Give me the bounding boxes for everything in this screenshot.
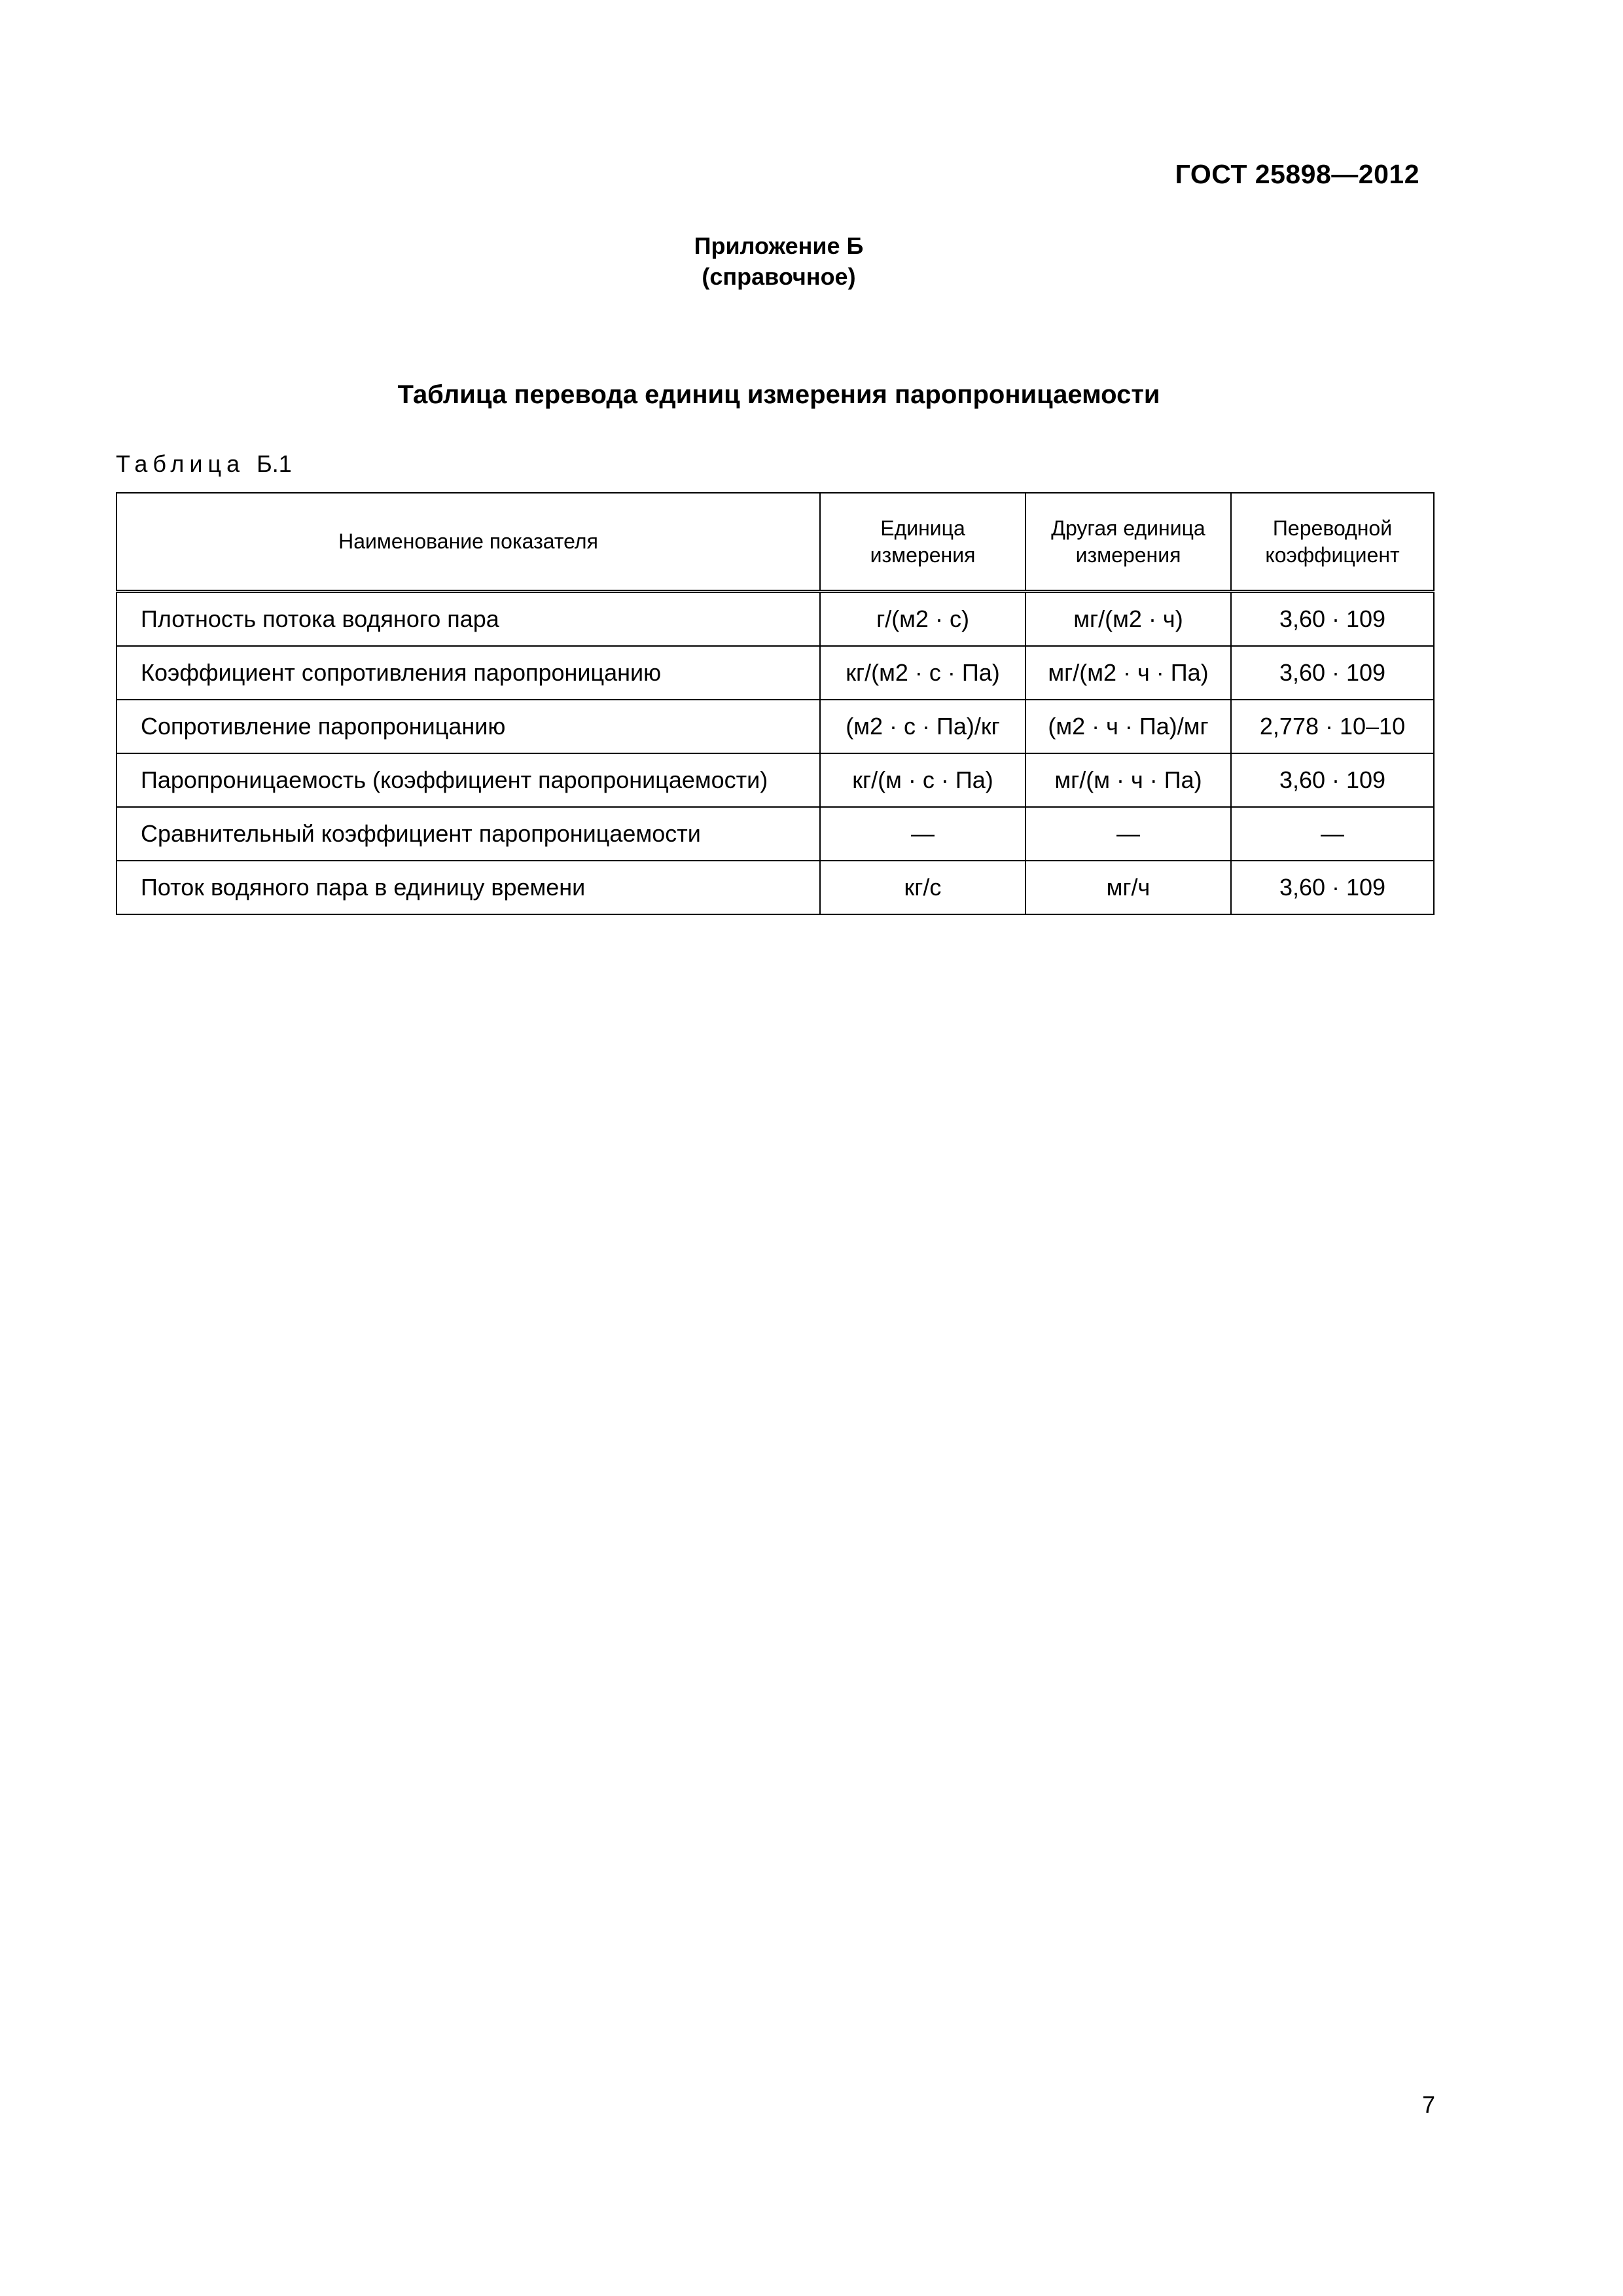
header-factor <box>1231 493 1434 592</box>
page-number: 7 <box>1421 2091 1435 2118</box>
cell-unit-text: г/(м2 · с) <box>876 605 969 632</box>
table-caption-number: Б.1 <box>257 450 292 477</box>
header-factor-text: Переводной коэффициент <box>1265 516 1400 567</box>
cell-factor <box>1231 646 1434 700</box>
table-row <box>116 592 1434 647</box>
cell-other-unit-text: мг/(м2 · ч · Па) <box>1048 659 1209 686</box>
cell-other-unit <box>1026 861 1231 914</box>
cell-unit <box>820 753 1026 807</box>
appendix-title: Приложение Б <box>694 232 864 259</box>
cell-factor <box>1231 753 1434 807</box>
header-other-unit-text: Другая единица измерения <box>1051 516 1205 567</box>
document-title: Таблица перевода единиц измерения паропроницаемости <box>397 380 1160 409</box>
header-unit <box>820 493 1026 592</box>
cell-unit <box>820 700 1026 753</box>
table-row <box>116 646 1434 700</box>
cell-other-unit <box>1026 807 1231 861</box>
header-name <box>116 493 820 592</box>
cell-name-text: Плотность потока водяного пара <box>141 605 499 632</box>
cell-factor-text: 3,60 · 109 <box>1279 605 1386 632</box>
cell-name-text: Паропроницаемость (коэффициент паропроницаемости) <box>141 766 768 793</box>
cell-factor <box>1231 700 1434 753</box>
cell-unit-text: кг/(м · с · Па) <box>852 766 993 793</box>
cell-unit <box>820 646 1026 700</box>
cell-factor-text: 2,778 · 10–10 <box>1259 713 1406 740</box>
cell-name <box>116 700 820 753</box>
table-caption-label: Таблица <box>116 450 245 477</box>
cell-other-unit-text: (м2 · ч · Па)/мг <box>1048 713 1209 740</box>
cell-other-unit-text: мг/(м · ч · Па) <box>1054 766 1202 793</box>
cell-factor-text: 3,60 · 109 <box>1279 659 1386 686</box>
cell-factor <box>1231 861 1434 914</box>
table-body <box>116 592 1434 915</box>
cell-other-unit-text: мг/(м2 · ч) <box>1073 605 1183 632</box>
cell-unit <box>820 807 1026 861</box>
cell-other-unit <box>1026 646 1231 700</box>
cell-name-text: Коэффициент сопротивления паропроницанию <box>141 659 662 686</box>
appendix-subtitle: (справочное) <box>702 263 856 290</box>
table-caption <box>116 450 292 478</box>
cell-factor <box>1231 592 1434 647</box>
cell-name-text: Сравнительный коэффициент паропроницаемости <box>141 820 701 847</box>
table-row <box>116 807 1434 861</box>
cell-unit-text: кг/(м2 · с · Па) <box>846 659 1000 686</box>
cell-factor-text: — <box>1321 820 1344 847</box>
cell-name <box>116 807 820 861</box>
table-row <box>116 753 1434 807</box>
cell-unit <box>820 592 1026 647</box>
cell-name-text: Сопротивление паропроницанию <box>141 713 506 740</box>
cell-name <box>116 646 820 700</box>
cell-other-unit-text: мг/ч <box>1106 874 1150 901</box>
cell-unit <box>820 861 1026 914</box>
cell-other-unit <box>1026 592 1231 647</box>
cell-factor-text: 3,60 · 109 <box>1279 874 1386 901</box>
table-row <box>116 700 1434 753</box>
cell-unit-text: — <box>911 820 935 847</box>
cell-factor <box>1231 807 1434 861</box>
cell-name-text: Поток водяного пара в единицу времени <box>141 874 586 901</box>
cell-name <box>116 861 820 914</box>
cell-other-unit <box>1026 700 1231 753</box>
cell-name <box>116 753 820 807</box>
standard-designation: ГОСТ 25898—2012 <box>1175 159 1419 189</box>
cell-unit-text: (м2 · с · Па)/кг <box>846 713 1000 740</box>
header-unit-text: Единица измерения <box>870 516 976 567</box>
cell-unit-text: кг/с <box>904 874 942 901</box>
cell-factor-text: 3,60 · 109 <box>1279 766 1386 793</box>
conversion-table <box>116 492 1435 915</box>
cell-other-unit <box>1026 753 1231 807</box>
header-name-text: Наименование показателя <box>338 529 598 553</box>
appendix-heading <box>0 230 1558 292</box>
header-other-unit <box>1026 493 1231 592</box>
table-row <box>116 861 1434 914</box>
cell-other-unit-text: — <box>1116 820 1140 847</box>
cell-name <box>116 592 820 647</box>
table-header-row <box>116 493 1434 592</box>
